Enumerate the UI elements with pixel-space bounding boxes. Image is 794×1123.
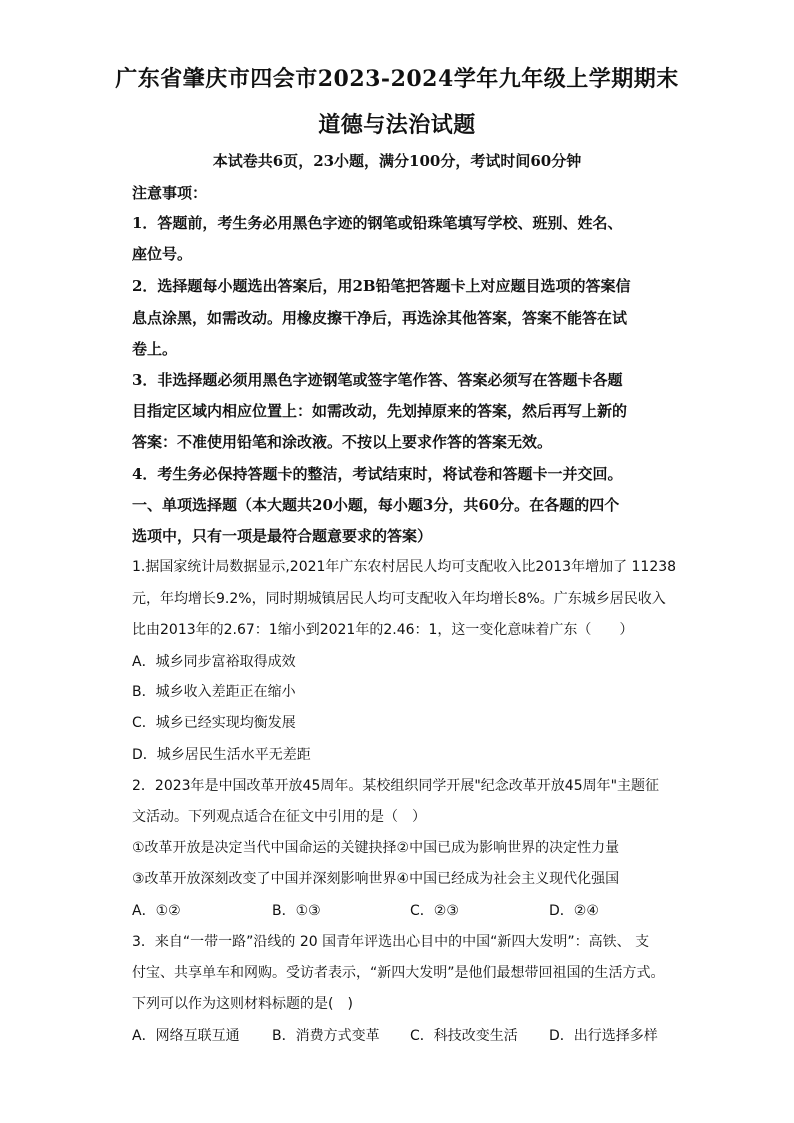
question-1-option-c: C．城乡已经实现均衡发展 <box>132 715 296 731</box>
question-3-stem: 3．来自“一带一路”沿线的 20 国青年评选出心目中的中国“新四大发明”：高铁、 支 <box>132 934 650 950</box>
page-title-line-1: 广东省肇庆市四会市2023-2024学年九年级上学期期末 <box>115 66 679 92</box>
notice-heading: 注意事项： <box>132 184 208 202</box>
question-2-option-d: D．②④ <box>549 903 599 919</box>
question-3-stem: 下列可以作为这则材料标题的是( ) <box>132 996 353 1012</box>
question-2-option-c: C．②③ <box>410 903 459 919</box>
question-1-stem: 元，年均增长9.2%，同时期城镇居民人均可支配收入年均增长8%。广东城乡居民收入 <box>132 591 666 607</box>
question-2-stem: 2．2023年是中国改革开放45周年。某校组织同学开展"纪念改革开放45周年"主题征 <box>132 778 660 794</box>
question-1-stem: 比由2013年的2.67：1缩小到2021年的2.46：1，这一变化意味着广东（ ） <box>132 622 634 638</box>
question-1-stem: 1.据国家统计局数据显示,2021年广东农村居民人均可支配收入比2013年增加了 11238 <box>132 559 677 575</box>
notice-line: 1．答题前，考生务必用黑色字迹的钢笔或铅珠笔填写学校、班别、姓名、 <box>132 214 623 232</box>
notice-line: 4．考生务必保持答题卡的整洁，考试结束时，将试卷和答题卡一并交回。 <box>132 465 623 483</box>
question-2-statements: ①改革开放是决定当代中国命运的关键抉择②中国已成为影响世界的决定性力量 <box>132 840 620 856</box>
question-1-option-d: D．城乡居民生活水平无差距 <box>132 747 311 763</box>
notice-line: 座位号。 <box>132 245 193 263</box>
question-2-option-b: B．①③ <box>272 903 321 919</box>
question-3-option-c: C．科技改变生活 <box>410 1028 518 1044</box>
notice-line: 息点涂黑，如需改动。用橡皮擦干净后，再选涂其他答案，答案不能答在试 <box>132 309 628 327</box>
section-heading: 选项中，只有一项是最符合题意要求的答案） <box>132 527 433 545</box>
exam-info: 本试卷共6页，23小题，满分100分，考试时间60分钟 <box>212 152 582 170</box>
notice-line: 3．非选择题必须用黑色字迹钢笔或签字笔作答、答案必须写在答题卡各题 <box>132 371 623 389</box>
notice-line: 目指定区域内相应位置上：如需改动，先划掉原来的答案，然后再写上新的 <box>132 402 628 420</box>
question-3-option-d: D．出行选择多样 <box>549 1028 658 1044</box>
notice-line: 卷上。 <box>132 340 178 358</box>
page-title-line-2: 道德与法治试题 <box>318 112 476 138</box>
notice-line: 2．选择题每小题选出答案后，用2B铅笔把答题卡上对应题目选项的答案信 <box>132 277 631 295</box>
section-heading: 一、单项选择题（本大题共20小题，每小题3分，共60分。在各题的四个 <box>132 496 620 514</box>
question-3-option-b: B．消费方式变革 <box>272 1028 380 1044</box>
question-3-option-a: A．网络互联互通 <box>132 1028 240 1044</box>
question-2-statements: ③改革开放深刻改变了中国并深刻影响世界④中国已经成为社会主义现代化强国 <box>132 871 620 887</box>
question-1-option-a: A．城乡同步富裕取得成效 <box>132 654 296 670</box>
question-2-option-a: A．①② <box>132 903 181 919</box>
question-1-option-b: B．城乡收入差距正在缩小 <box>132 684 296 700</box>
notice-line: 答案：不准使用铅笔和涂改液。不按以上要求作答的答案无效。 <box>132 433 553 451</box>
question-3-stem: 付宝、共享单车和网购。受访者表示，“新四大发明”是他们最想带回祖国的生活方式。 <box>132 965 665 981</box>
question-2-stem: 文活动。下列观点适合在征文中引用的是（ ） <box>132 809 426 825</box>
